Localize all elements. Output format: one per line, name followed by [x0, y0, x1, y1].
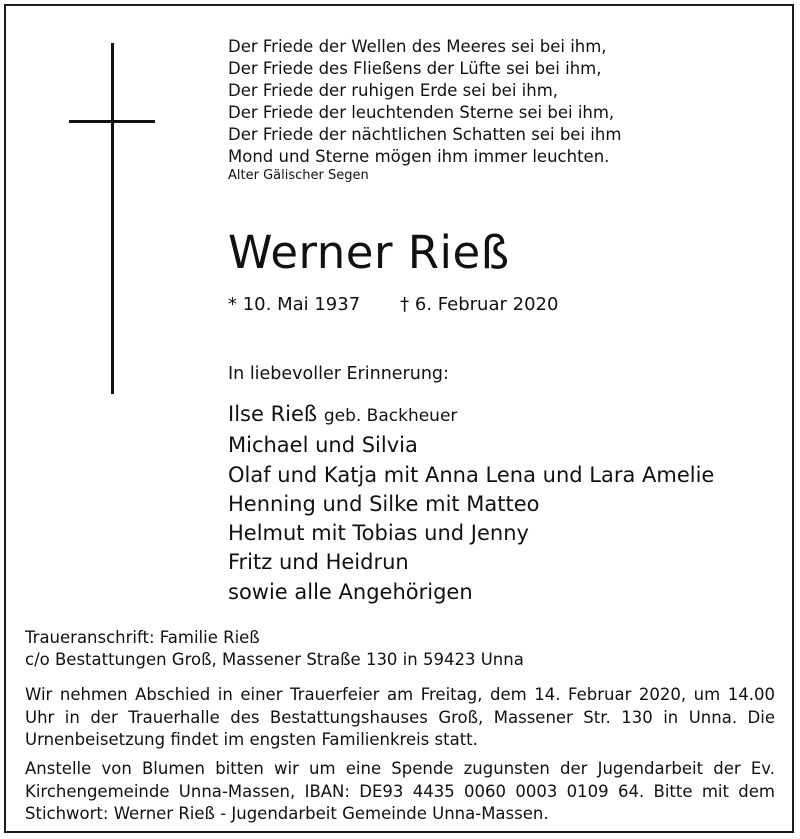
poem: [228, 36, 621, 168]
poem-source: Alter Gälischer Segen: [228, 168, 369, 183]
poem-line: Der Friede der leuchtenden Sterne sei bei ihm,: [228, 103, 615, 122]
memory-heading: In liebevoller Erinnerung:: [228, 364, 449, 384]
deceased-name: Werner Rieß: [228, 226, 510, 279]
donation-paragraph: Anstelle von Blumen bitten wir um eine Spende zugunsten der Jugendarbeit der Ev. Kirchengemeinde Unna-Massen, IBAN: DE93 4435 0060 0003 0109 64. Bitte mit dem Stichwort: Werner Rieß - Jugendarbeit Gemeinde Unna-Massen.: [25, 759, 775, 823]
poem-line: Der Friede der ruhigen Erde sei bei ihm,: [228, 81, 559, 100]
address-line: Traueranschrift: Familie Rieß: [25, 628, 260, 647]
family-member-line: Helmut mit Tobias und Jenny: [228, 521, 529, 546]
maiden-name: geb. Backheuer: [323, 406, 458, 426]
death-date: † 6. Februar 2020: [400, 294, 559, 315]
address-line: c/o Bestattungen Groß, Massener Straße 130 in 59423 Unna: [25, 650, 524, 669]
life-dates: [228, 294, 558, 315]
spouse-name: Ilse Rieß: [228, 402, 318, 426]
poem-line: Mond und Sterne mögen ihm immer leuchten.: [228, 147, 610, 166]
family-member-line: [228, 400, 714, 431]
cross-vertical-bar: [111, 43, 114, 394]
ceremony-paragraph: Wir nehmen Abschied in einer Trauerfeier am Freitag, dem 14. Februar 2020, um 14.00 Uhr in der Trauerhalle des Bestattungshauses Groß, Massener Str. 130 in Unna. Die Urnenbeisetzung findet im engsten Familienkreis statt.: [25, 685, 775, 749]
cross-horizontal-bar: [69, 120, 155, 123]
family-list: [228, 400, 714, 607]
family-member-line: Olaf und Katja mit Anna Lena und Lara Amelie: [228, 462, 715, 487]
mourning-address: [25, 627, 524, 671]
poem-line: Der Friede des Fließens der Lüfte sei bei ihm,: [228, 59, 602, 78]
family-member-line: Henning und Silke mit Matteo: [228, 491, 540, 516]
poem-line: Der Friede der nächtlichen Schatten sei bei ihm: [228, 125, 622, 144]
family-member-line: Michael und Silvia: [228, 433, 418, 458]
birth-date: * 10. Mai 1937: [228, 294, 361, 315]
poem-line: Der Friede der Wellen des Meeres sei bei ihm,: [228, 37, 607, 56]
family-member-line: Fritz und Heidrun: [228, 550, 409, 575]
family-member-line: sowie alle Angehörigen: [228, 579, 473, 604]
